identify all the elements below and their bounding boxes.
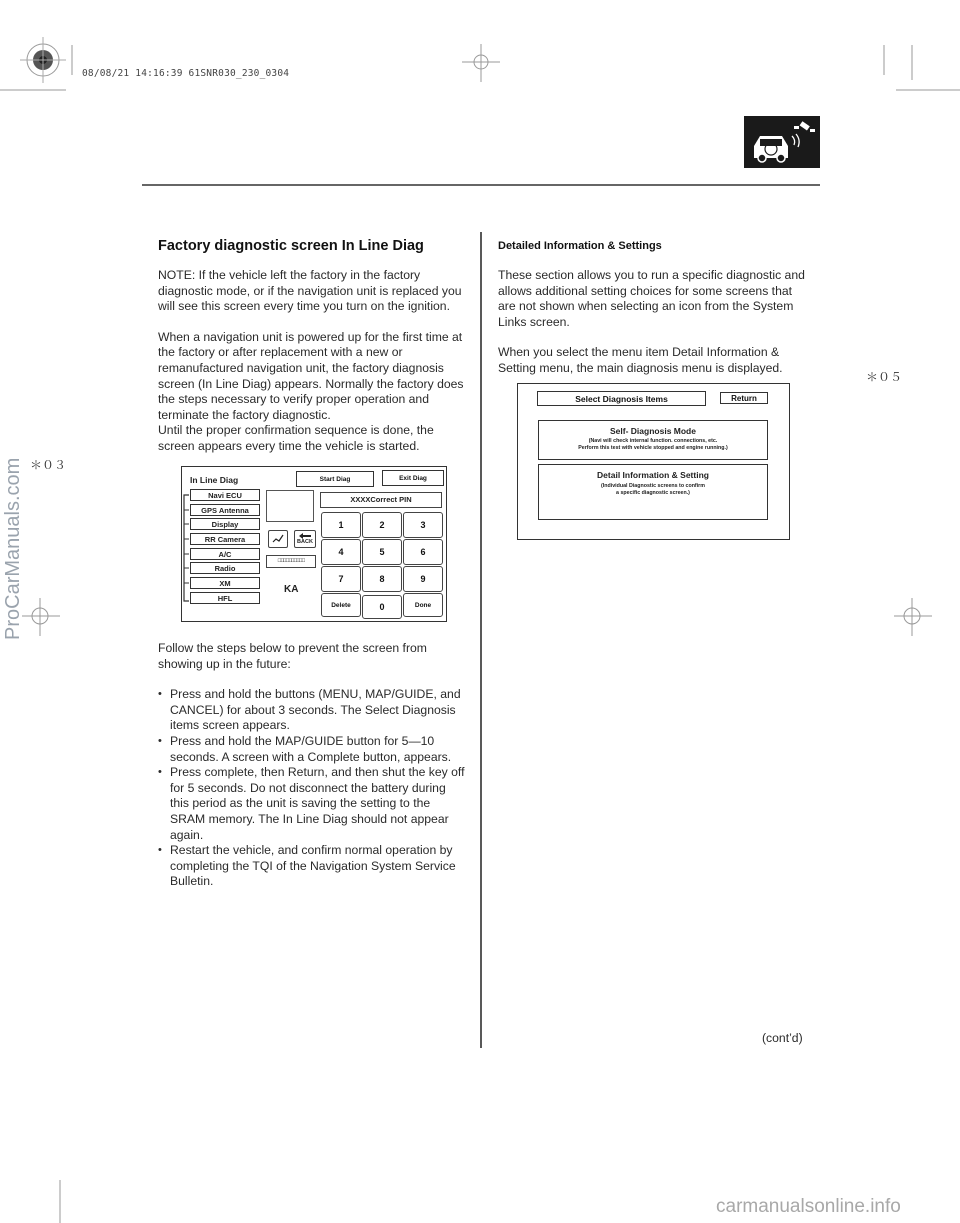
signal-icon[interactable]	[268, 530, 288, 548]
display-window	[266, 490, 314, 522]
menu-item-hfl[interactable]: HFL	[190, 592, 260, 604]
back-label: BACK	[297, 539, 313, 545]
detail-paragraph-2: When you select the menu item Detail Information & Setting menu, the main diagnosis menu is displayed.	[498, 345, 783, 375]
detail-information-desc-2: a specific diagnostic screen.)	[616, 490, 690, 496]
key-9[interactable]: 9	[403, 566, 443, 592]
detail-paragraph-1: These section allows you to run a specific diagnostic and allows additional setting choices for some screens that are not shown when selecting an icon from the System Links screen.	[498, 268, 805, 329]
key-8[interactable]: 8	[362, 566, 402, 592]
step-4: • Restart the vehicle, and confirm normal operation by completing the TQI of the Navigation System Service Bulletin.	[158, 843, 466, 890]
corner-mark-right: ＊０５	[866, 370, 903, 384]
menu-item-gps-antenna[interactable]: GPS Antenna	[190, 504, 260, 516]
menu-item-display[interactable]: Display	[190, 518, 260, 530]
key-0[interactable]: 0	[362, 595, 402, 619]
confirmation-paragraph: Until the proper confirmation sequence is done, the screen appears every time the vehicle is started.	[158, 423, 434, 453]
key-2[interactable]: 2	[362, 512, 402, 538]
left-intro	[158, 268, 466, 455]
detail-information-title: Detail Information & Setting	[597, 470, 709, 480]
detail-subtitle: Detailed Information & Settings	[498, 240, 662, 252]
menu-item-xm[interactable]: XM	[190, 577, 260, 589]
return-button[interactable]: Return	[720, 392, 768, 404]
left-steps	[158, 641, 466, 890]
menu-item-ac[interactable]: A/C	[190, 548, 260, 560]
start-diag-button[interactable]: Start Diag	[296, 471, 374, 487]
steps-intro: Follow the steps below to prevent the screen from showing up in the future:	[158, 641, 427, 671]
section-title: Factory diagnostic screen In Line Diag	[158, 238, 424, 254]
key-4[interactable]: 4	[321, 539, 361, 565]
detail-information-button[interactable]	[538, 464, 768, 520]
ka-label: KA	[284, 584, 299, 595]
key-1[interactable]: 1	[321, 512, 361, 538]
watermark-left: ProCarManuals.com	[2, 457, 24, 640]
print-timestamp: 08/08/21 14:16:39 61SNR030_230_0304	[82, 68, 290, 79]
note-paragraph: NOTE: If the vehicle left the factory in the factory diagnostic mode, or if the navigation unit is replaced you will see this screen every time you turn on the ignition.	[158, 268, 462, 314]
car-satellite-icon	[744, 116, 820, 168]
done-key[interactable]: Done	[403, 593, 443, 617]
self-diagnosis-desc-1: (Navi will check internal function. connections, etc.	[588, 438, 718, 444]
continued-label: (cont’d)	[762, 1031, 803, 1045]
key-7[interactable]: 7	[321, 566, 361, 592]
watermark-bottom: carmanualsonline.info	[716, 1196, 901, 1217]
key-5[interactable]: 5	[362, 539, 402, 565]
power-up-paragraph: When a navigation unit is powered up for the first time at the factory or after replacement with a new or remanufactured navigation unit, the factory diagnosis screen (In Line Diag) appears. Normally the factory does the steps necessary to verify proper operation and terminate the factory diagnostic.	[158, 329, 464, 422]
key-3[interactable]: 3	[403, 512, 443, 538]
menu-item-radio[interactable]: Radio	[190, 562, 260, 574]
exit-diag-button[interactable]: Exit Diag	[382, 470, 444, 486]
key-6[interactable]: 6	[403, 539, 443, 565]
back-button[interactable]	[294, 530, 316, 548]
select-diag-title: Select Diagnosis Items	[537, 391, 706, 406]
self-diagnosis-desc-2: Perform this test with vehicle stopped and engine running.)	[578, 445, 728, 451]
delete-key[interactable]: Delete	[321, 593, 361, 617]
step-2: • Press and hold the MAP/GUIDE button for 5—10 seconds. A screen with a Complete button, appears.	[158, 734, 466, 765]
code-field: □□□□□□□□□□	[266, 555, 316, 568]
step-1: • Press and hold the buttons (MENU, MAP/GUIDE, and CANCEL) for about 3 seconds. The Select Diagnosis items screen appears.	[158, 687, 466, 734]
menu-item-rr-camera[interactable]: RR Camera	[190, 533, 260, 545]
menu-item-navi-ecu[interactable]: Navi ECU	[190, 489, 260, 501]
right-text	[498, 268, 806, 377]
steps-list	[158, 687, 466, 890]
inline-diag-title: In Line Diag	[190, 475, 239, 485]
self-diagnosis-title: Self- Diagnosis Mode	[610, 426, 696, 436]
corner-mark-left: ＊０３	[30, 458, 67, 472]
self-diagnosis-mode-button[interactable]	[538, 420, 768, 460]
pin-label: XXXXCorrect PIN	[320, 492, 442, 508]
detail-information-desc-1: (Individual Diagnostic screens to confirm	[601, 483, 705, 489]
step-3: • Press complete, then Return, and then shut the key off for 5 seconds. Do not disconnect the battery during this period as the unit is saving the setting to the SRAM memory. The In Line Diag should not appear again.	[158, 765, 466, 843]
